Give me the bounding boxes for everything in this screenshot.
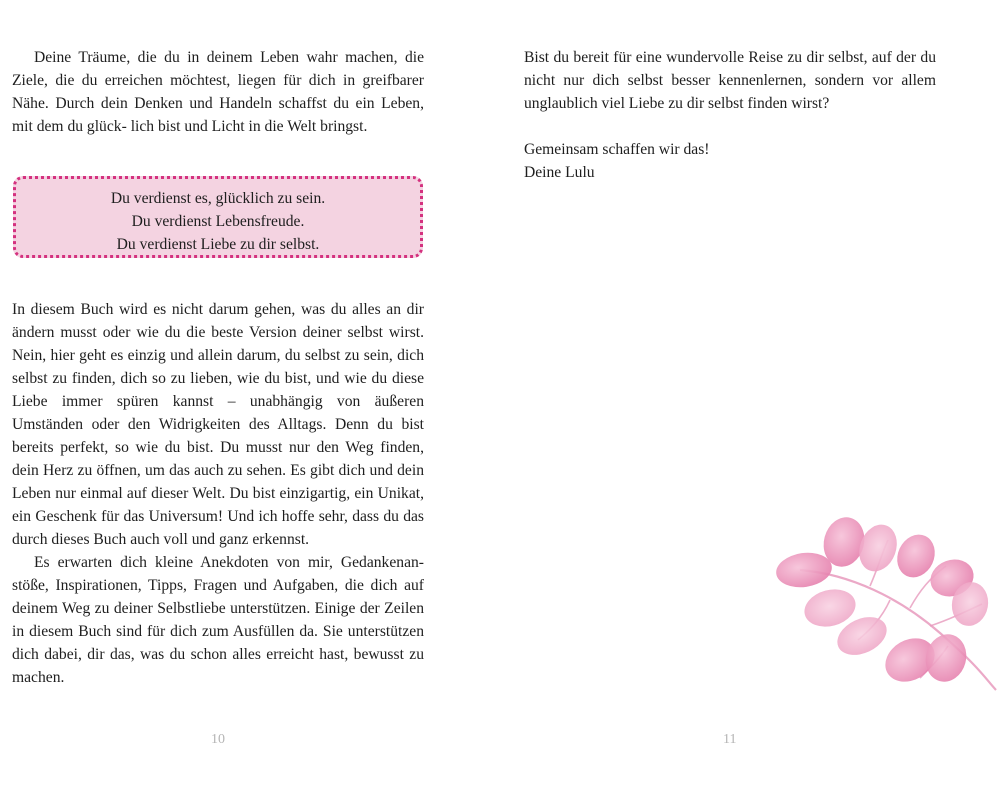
watercolor-leaf-branch-icon: [770, 508, 1000, 698]
page-number-right: 11: [723, 732, 737, 747]
intro-line: dein Denken und Handeln schaffst du ein Leben, mit dem du glück-: [12, 95, 425, 135]
signoff-line-2: Deine Lulu: [524, 164, 595, 181]
affirmation-box: [13, 176, 423, 258]
affirmation-line: Du verdienst Liebe zu dir selbst.: [116, 236, 320, 253]
right-paragraph: Bist du bereit für eine wundervolle Reise zu dir selbst, auf der du nicht nur dich selbst besser kennenlernen, sondern vor allem unglaublich viel Liebe zu dir selbst finden wirst?: [524, 49, 936, 112]
intro-paragraph: [12, 46, 424, 138]
intro-line: Deine Träume, die du in deinem Leben wahr machen, die Ziele,: [12, 49, 424, 89]
affirmation-line: Du verdienst es, glücklich zu sein.: [110, 190, 326, 207]
intro-line: die du erreichen möchtest, liegen für dich in greifbarer Nähe. Durch: [12, 72, 424, 112]
body-text: [12, 298, 424, 689]
intro-line: lich bist und Licht in die Welt bringst.: [130, 118, 368, 135]
signoff-line-1: Gemeinsam schaffen wir das!: [524, 141, 710, 158]
affirmation-line: Du verdienst Lebensfreude.: [131, 213, 305, 230]
body-paragraph-2: Es erwarten dich kleine Anekdoten von mir, Gedankenanstöße, Inspirationen, Tipps, Fragen und Aufgaben, die dich auf deinem Weg zu deiner Selbstliebe unterstützen. Einige der Zeilen in diesem Buch sind für dich zum Ausfüllen da. Sie unterstützen dich dabei, dir das, was du schon alles erreicht hast, bewusst zu machen.: [12, 554, 424, 686]
body-paragraph-1: In diesem Buch wird es nicht darum gehen, was du alles an dir ändern musst oder wie du die beste Version deiner selbst wirst. Nein, hier geht es einzig und allein darum, du selbst zu sein, dich selbst zu finden, dich so zu lieben, wie du bist, und wie du diese Liebe immer spüren kannst – unabhängig von äußeren Umständen oder den Widrigkeiten des Alltags. Denn du bist bereits perfekt, so wie du bist. Du musst nur den Weg finden, dein Herz zu öffnen, um das auch zu sehen. Es gibt dich und dein Leben nur einmal auf dieser Welt. Du bist einzigartig, ein Unikat, ein Geschenk für das Universum! Und ich hoffe sehr, dass du das durch dieses Buch auch voll und ganz erkennst.: [12, 301, 424, 548]
right-page-text: [524, 46, 936, 184]
page-number-left: 10: [211, 732, 225, 747]
